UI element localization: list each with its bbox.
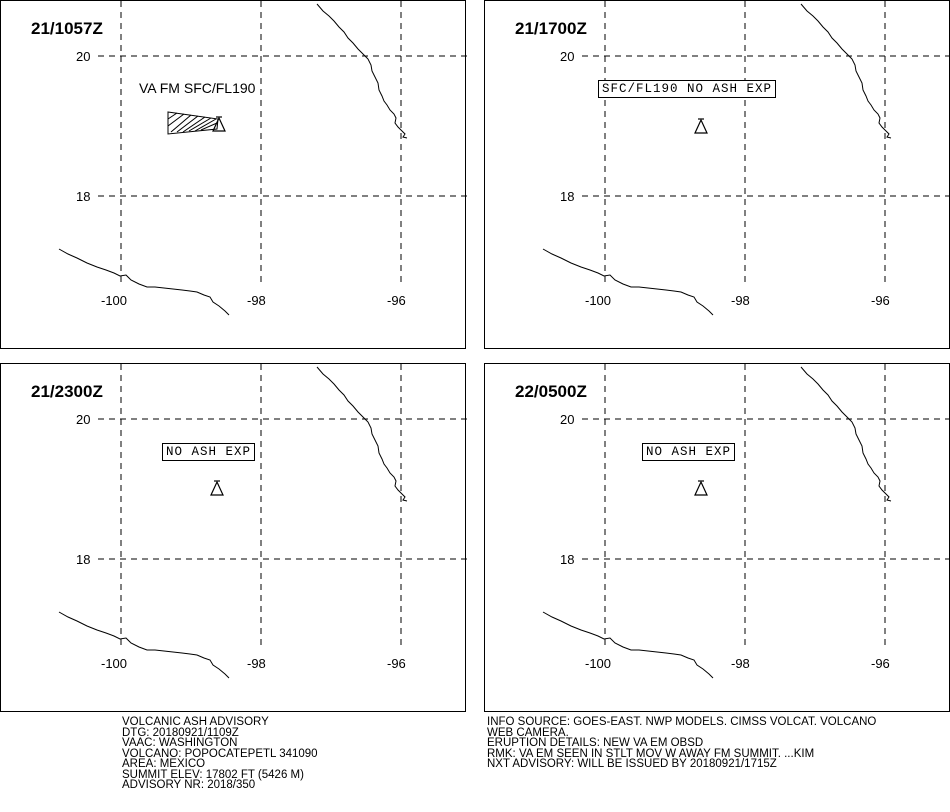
volcano-triangle-icon — [695, 481, 707, 495]
lon-label-98: -98 — [731, 293, 750, 308]
advisory-line: ERUPTION DETAILS: NEW VA EM OBSD — [487, 737, 704, 749]
panel-time: 21/2300Z — [31, 382, 103, 401]
volcano-triangle-icon — [211, 481, 223, 495]
grid — [582, 364, 950, 646]
advisory-line: AREA: MEXICO — [122, 758, 206, 770]
ash-area — [168, 112, 218, 134]
lat-label-20: 20 — [560, 49, 575, 64]
lon-label-98: -98 — [731, 656, 750, 671]
panel-time: 21/1057Z — [31, 19, 103, 38]
lon-label-98: -98 — [247, 293, 266, 308]
advisory-info-right — [487, 717, 876, 770]
coastline-pacific — [543, 249, 713, 315]
grid — [98, 1, 467, 283]
lon-label-96: -96 — [871, 293, 890, 308]
lon-label-98: -98 — [247, 656, 266, 671]
map-panel — [0, 363, 466, 712]
map-graphic — [1, 1, 467, 350]
lat-label-18: 18 — [76, 189, 91, 204]
advisory-line: VAAC: WASHINGTON — [122, 737, 238, 749]
lon-label-100: -100 — [101, 293, 128, 308]
map-graphic — [485, 364, 950, 713]
advisory-line: WEB CAMERA. — [487, 726, 569, 739]
advisory-line: INFO SOURCE: GOES-EAST. NWP MODELS. CIMSS VOLCAT. VOLCANO — [487, 716, 877, 728]
map-graphic — [485, 1, 950, 350]
lat-label-18: 18 — [76, 552, 91, 567]
lon-label-100: -100 — [101, 656, 128, 671]
advisory-line: VOLCANO: POPOCATEPETL 341090 — [122, 747, 318, 760]
lat-label-20: 20 — [560, 412, 575, 427]
map-graphic — [1, 364, 467, 713]
coastline-gulf — [317, 367, 407, 501]
advisory-line: RMK: VA EM SEEN IN STLT MOV W AWAY FM SUMMIT. ...KIM — [487, 747, 815, 760]
lat-label-18: 18 — [560, 552, 575, 567]
advisory-line: NXT ADVISORY: WILL BE ISSUED BY 20180921/1715Z — [487, 758, 777, 770]
coastline-gulf — [801, 367, 891, 501]
coastline-pacific — [543, 612, 713, 678]
advisory-line: ADVISORY NR: 2018/350 — [122, 779, 256, 791]
lon-label-100: -100 — [585, 293, 612, 308]
coastline-gulf — [801, 4, 891, 138]
advisory-info-left — [122, 717, 318, 791]
panel-time: 22/0500Z — [515, 382, 587, 401]
lon-label-96: -96 — [387, 656, 406, 671]
panel-time: 21/1700Z — [515, 19, 587, 38]
lat-label-20: 20 — [76, 49, 91, 64]
map-panel — [484, 363, 950, 712]
ash-note-box: NO ASH EXP — [642, 443, 735, 461]
lon-label-96: -96 — [871, 656, 890, 671]
ash-note-box: NO ASH EXP — [162, 443, 255, 461]
volcano-triangle-icon — [695, 119, 707, 133]
advisory-line: DTG: 20180921/1109Z — [122, 726, 239, 739]
lon-label-96: -96 — [387, 293, 406, 308]
advisory-line: VOLCANIC ASH ADVISORY — [122, 716, 269, 728]
ash-note: VA FM SFC/FL190 — [139, 80, 256, 96]
advisory-line: SUMMIT ELEV: 17802 FT (5426 M) — [122, 768, 304, 781]
coastline-gulf — [317, 4, 407, 138]
lat-label-20: 20 — [76, 412, 91, 427]
grid — [98, 364, 467, 646]
grid — [582, 1, 950, 283]
map-panel — [484, 0, 950, 349]
lat-label-18: 18 — [560, 189, 575, 204]
lon-label-100: -100 — [585, 656, 612, 671]
coastline-pacific — [59, 612, 229, 678]
ash-note-box: SFC/FL190 NO ASH EXP — [598, 80, 776, 98]
coastline-pacific — [59, 249, 229, 315]
map-panel — [0, 0, 466, 349]
